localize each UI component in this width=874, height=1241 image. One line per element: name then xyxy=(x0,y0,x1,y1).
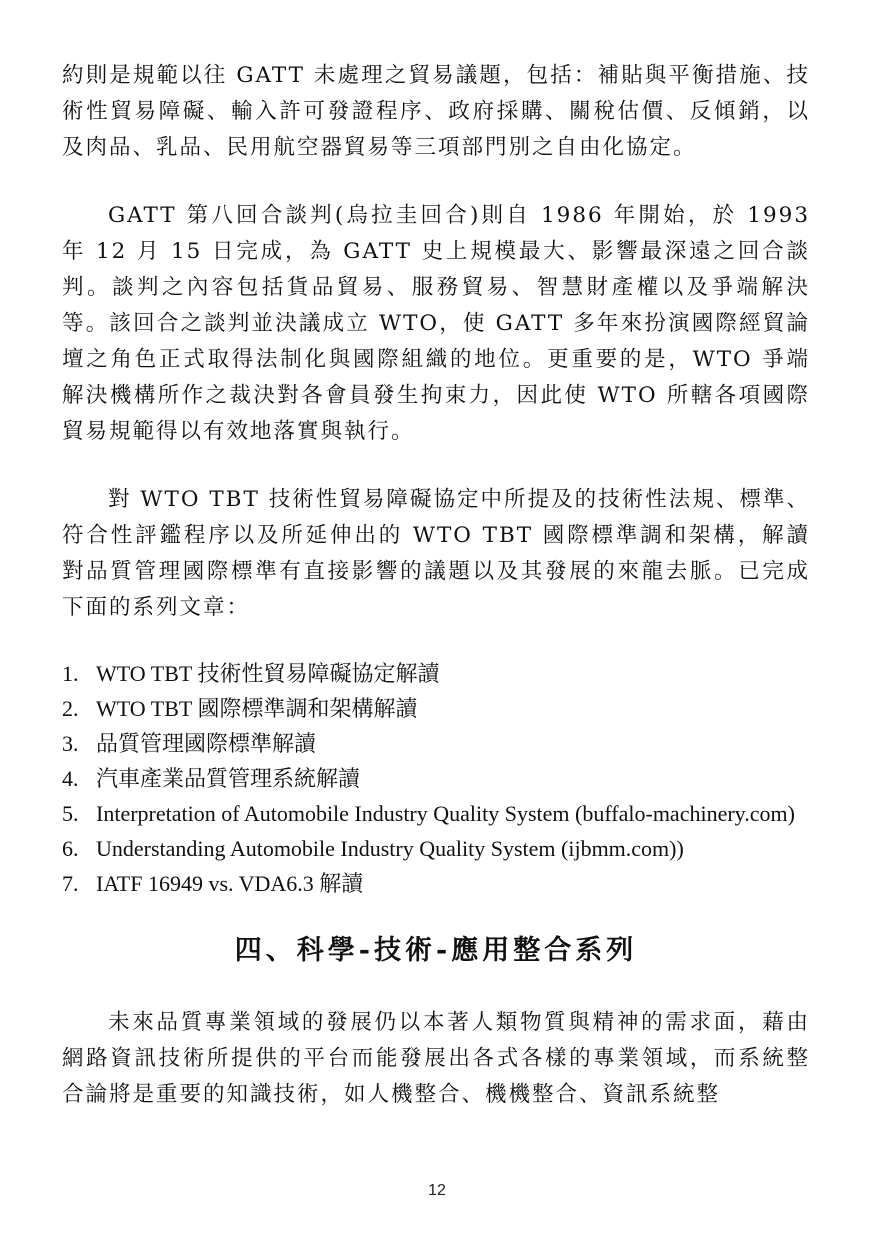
list-item-number: 3. xyxy=(62,731,79,756)
list-item-number: 5. xyxy=(62,801,79,826)
list-item-number: 4. xyxy=(62,766,79,791)
list-item-text: WTO TBT 國際標準調和架構解讀 xyxy=(96,696,418,721)
list-item-number: 6. xyxy=(62,836,79,861)
list-item-text: 品質管理國際標準解讀 xyxy=(96,731,317,756)
list-item xyxy=(62,796,810,831)
paragraph-3: 對 WTO TBT 技術性貿易障礙協定中所提及的技術性法規、標準、符合性評鑑程序以及所延伸出的 WTO TBT 國際標準調和架構，解讀對品質管理國際標準有直接影響的議題以及其發展的來龍去脈。已完成下面的系列文章： xyxy=(62,487,810,620)
paragraph-2: GATT 第八回合談判(烏拉圭回合)則自 1986 年開始，於 1993 年 12 月 15 日完成，為 GATT 史上規模最大、影響最深遠之回合談判。談判之內容包括貨品貿易、服務貿易、智慧財產權以及爭端解決等。該回合之談判並決議成立 WTO，使 GATT 多年來扮演國際經貿論壇之角色正式取得法制化與國際組織的地位。更重要的是，WTO 爭端解決機構所作之裁決對各會員發生拘束力，因此使 WTO 所轄各項國際貿易規範得以有效地落實與執行。 xyxy=(62,203,810,444)
document-page xyxy=(62,58,810,1113)
list-item xyxy=(62,866,810,901)
list-item-text: Understanding Automobile Industry Quality System (ijbmm.com)) xyxy=(96,836,684,861)
paragraph-4: 未來品質專業領域的發展仍以本著人類物質與精神的需求面，藉由網路資訊技術所提供的平台而能發展出各式各樣的專業領域，而系統整合論將是重要的知識技術，如人機整合、機機整合、資訊系統整 xyxy=(62,1010,810,1107)
article-list xyxy=(62,656,810,901)
list-item xyxy=(62,691,810,726)
list-item-text: IATF 16949 vs. VDA6.3 解讀 xyxy=(96,871,364,896)
paragraph-1: 約則是規範以往 GATT 未處理之貿易議題，包括：補貼與平衡措施、技術性貿易障礙、輸入許可發證程序、政府採購、關稅估價、反傾銷，以及肉品、乳品、民用航空器貿易等三項部門別之自由化協定。 xyxy=(62,63,810,160)
list-item xyxy=(62,656,810,691)
list-item-text: Interpretation of Automobile Industry Quality System (buffalo-machinery.com) xyxy=(96,801,795,826)
page-number: 12 xyxy=(428,1182,446,1199)
list-item-number: 1. xyxy=(62,661,79,686)
list-item xyxy=(62,761,810,796)
list-item-number: 2. xyxy=(62,696,79,721)
list-item xyxy=(62,726,810,761)
list-item-text: 汽車產業品質管理系統解讀 xyxy=(96,766,361,791)
section-title: 四、科學-技術-應用整合系列 xyxy=(234,935,638,966)
list-item-text: WTO TBT 技術性貿易障礙協定解讀 xyxy=(96,661,440,686)
list-item-number: 7. xyxy=(62,871,79,896)
list-item xyxy=(62,831,810,866)
